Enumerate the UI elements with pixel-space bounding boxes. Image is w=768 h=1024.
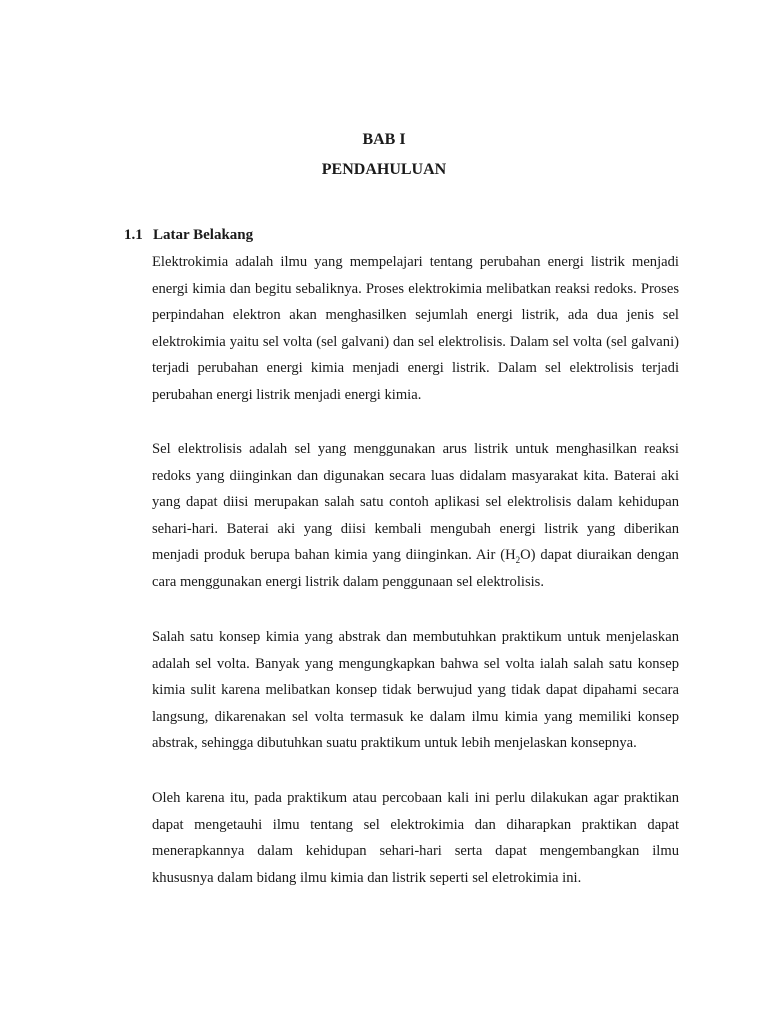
section-heading bbox=[124, 227, 253, 244]
paragraph-1: Elektrokimia adalah ilmu yang mempelajari tentang perubahan energi listrik menjadi energi kimia dan begitu sebaliknya. Proses elektrokimia melibatkan reaksi redoks. Proses perpindahan elektron akan menghasilken sejumlah energi listrik, ada dua jenis sel elektrokimia yaitu sel volta (sel galvani) dan sel elektrolisis. Dalam sel volta (sel galvani) terjadi perubahan energi kimia menjadi energi listrik. Dalam sel elektrolisis terjadi perubahan energi listrik menjadi energi kimia. bbox=[152, 254, 679, 403]
paragraph-4: Oleh karena itu, pada praktikum atau percobaan kali ini perlu dilakukan agar praktikan dapat mengetauhi ilmu tentang sel elektrokimia dan diharapkan praktikan dapat menerapkannya dalam kehidupan sehari-hari serta dapat mengembangkan ilmu khususnya dalam bidang ilmu kimia dan listrik seperti sel eletrokimia ini. bbox=[152, 790, 679, 886]
paragraph-2-before: Sel elektrolisis adalah sel yang menggunakan arus listrik untuk menghasilkan reaksi redoks yang diinginkan dan digunakan secara luas didalam masyarakat kita. Baterai aki yang dapat diisi merupakan salah satu contoh aplikasi sel elektrolisis dalam kehidupan sehari-hari. Baterai aki yang diisi kembali mengubah energi listrik yang diberikan menjadi produk berupa bahan kimia yang diinginkan. Air (H bbox=[152, 441, 679, 564]
water-subscript: 2 bbox=[515, 555, 521, 566]
paragraph-3: Salah satu konsep kimia yang abstrak dan membutuhkan praktikum untuk menjelaskan adalah sel volta. Banyak yang mengungkapkan bahwa sel volta ialah salah satu konsep kimia sulit karena melibatkan konsep tidak berwujud yang tidak dapat dipahami secara langsung, dikarenakan sel volta termasuk ke dalam ilmu kimia yang memiliki konsep abstrak, sehingga dibutuhkan suatu praktikum untuk lebih menjelaskan konsepnya. bbox=[152, 629, 679, 752]
chapter-number: BAB I bbox=[362, 131, 406, 148]
paragraph-2 bbox=[152, 436, 679, 596]
section-number: 1.1 bbox=[124, 227, 143, 243]
paragraph-2-after: O) dapat diuraikan dengan cara menggunakan energi listrik dalam penggunaan sel elektrolisis. bbox=[152, 547, 679, 590]
section-title: Latar Belakang bbox=[153, 227, 254, 243]
chapter-title: PENDAHULUAN bbox=[321, 161, 447, 178]
